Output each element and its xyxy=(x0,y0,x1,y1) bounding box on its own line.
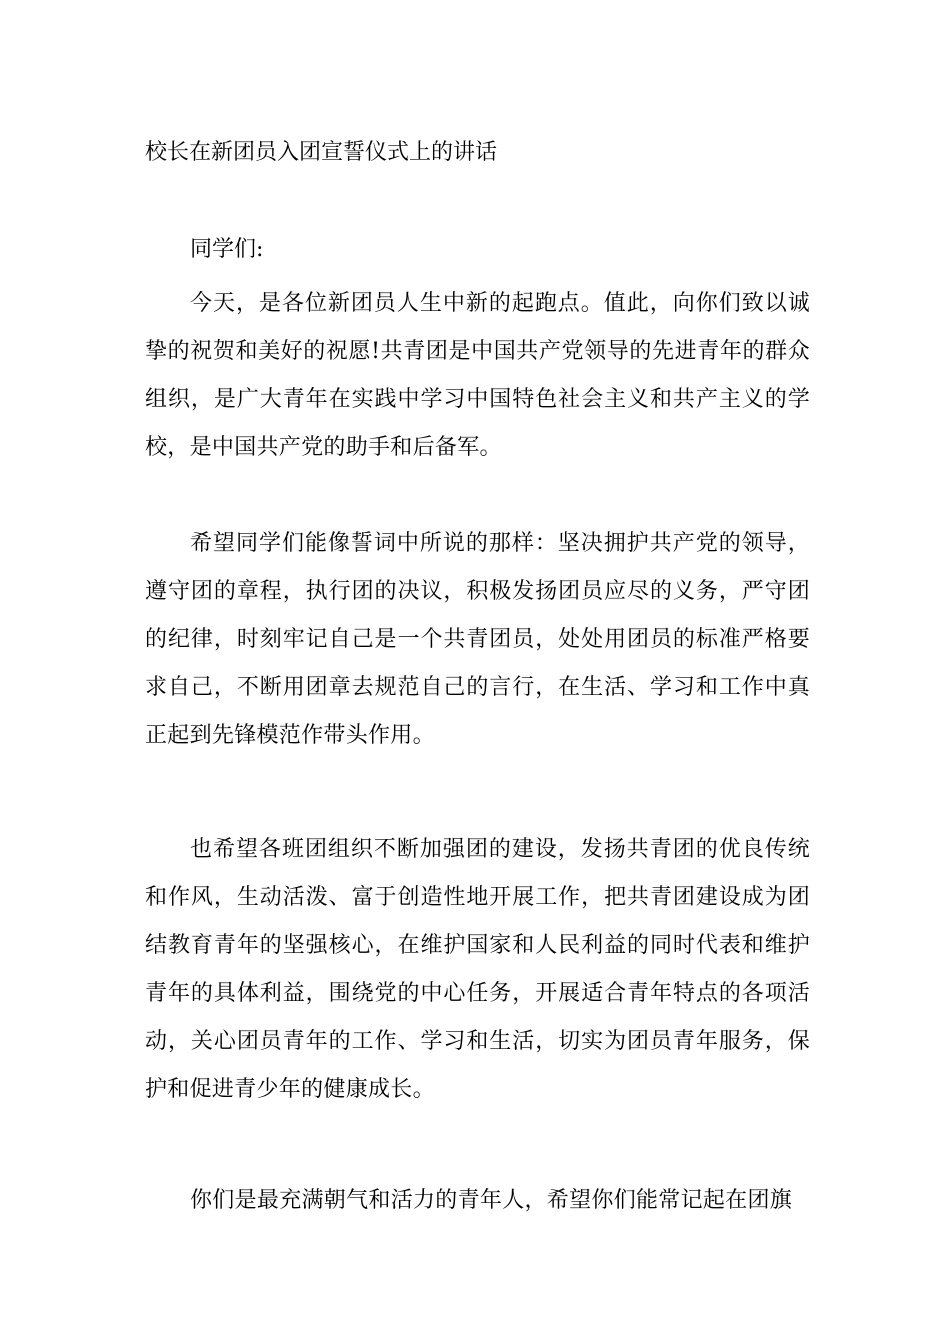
paragraph-2: 希望同学们能像誓词中所说的那样：坚决拥护共产党的领导，遵守团的章程，执行团的决议，积极发扬团员应尽的义务，严守团的纪律，时刻牢记自己是一个共青团员，处处用团员的标准严格要求自己，不断用团章去规范自己的言行，在生活、学习和工作中真正起到先锋模范作带头作用。 xyxy=(145,531,810,748)
document-title: 校长在新团员入团宣誓仪式上的讲话 xyxy=(145,140,498,165)
paragraph-4: 你们是最充满朝气和活力的青年人，希望你们能常记起在团旗 xyxy=(190,1188,793,1213)
salutation: 同学们: xyxy=(190,237,264,262)
paragraph-3: 也希望各班团组织不断加强团的建设，发扬共青团的优良传统和作风，生动活泼、富于创造性地开展工作，把共青团建设成为团结教育青年的坚强核心，在维护国家和人民利益的同时代表和维护青年的具体利益，围绕党的中心任务，开展适合青年特点的各项活动，关心团员青年的工作、学习和生活，切实为团员青年服务，保护和促进青少年的健康成长。 xyxy=(145,837,810,1102)
paragraph-1: 今天，是各位新团员人生中新的起跑点。值此，向你们致以诚挚的祝贺和美好的祝愿!共青团是中国共产党领导的先进青年的群众组织，是广大青年在实践中学习中国特色社会主义和共产主义的学校，是中国共产党的助手和后备军。 xyxy=(145,291,810,460)
